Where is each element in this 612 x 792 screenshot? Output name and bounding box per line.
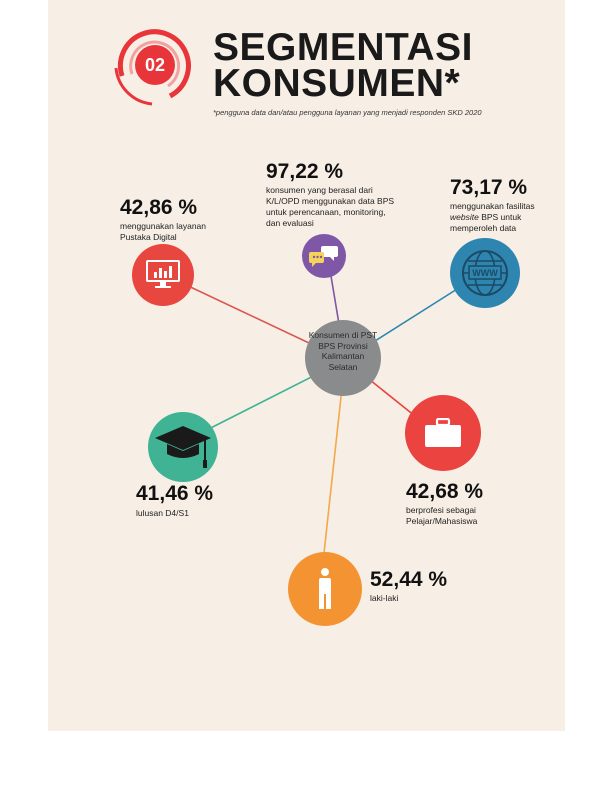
briefcase-icon xyxy=(405,395,481,471)
stat-male-percent: 52,44 % xyxy=(370,568,448,591)
stat-male-desc: laki-laki xyxy=(370,593,399,603)
stat-website-desc: menggunakan fasilitas website BPS untuk memperoleh data xyxy=(450,201,535,233)
stat-education-percent: 41,46 % xyxy=(136,482,214,505)
stat-digital-percent: 42,86 % xyxy=(120,196,198,219)
stat-website-percent: 73,17 % xyxy=(450,176,528,199)
graduation-cap-icon xyxy=(148,412,218,482)
section-number-badge: 02 xyxy=(135,45,175,85)
stat-student-percent: 42,68 % xyxy=(406,480,484,503)
monitor-chart-icon xyxy=(132,244,194,306)
globe-www-icon xyxy=(450,238,520,308)
stat-digital-desc: menggunakan layanan Pustaka Digital xyxy=(120,221,207,242)
stat-student-desc: berprofesi sebagai Pelajar/Mahasiswa xyxy=(406,505,478,526)
stat-klopd-percent: 97,22 % xyxy=(266,160,344,183)
page-title-line2: KONSUMEN* xyxy=(213,62,461,105)
page-title-line1: SEGMENTASI xyxy=(213,26,473,69)
stat-klopd-desc: konsumen yang berasal dari K/L/OPD menggunakan data BPS untuk perencanaan, monitoring, dan evaluasi xyxy=(266,185,395,228)
svg-text:WWW: WWW xyxy=(472,268,498,278)
male-person-icon xyxy=(288,552,362,626)
chat-bubbles-icon xyxy=(302,234,346,278)
stat-education-desc: lulusan D4/S1 xyxy=(136,508,189,518)
footnote: *pengguna data dan/atau pengguna layanan yang menjadi responden SKD 2020 xyxy=(213,108,482,117)
center-label: Konsumen di PST BPS Provinsi Kalimantan Selatan xyxy=(308,330,378,372)
